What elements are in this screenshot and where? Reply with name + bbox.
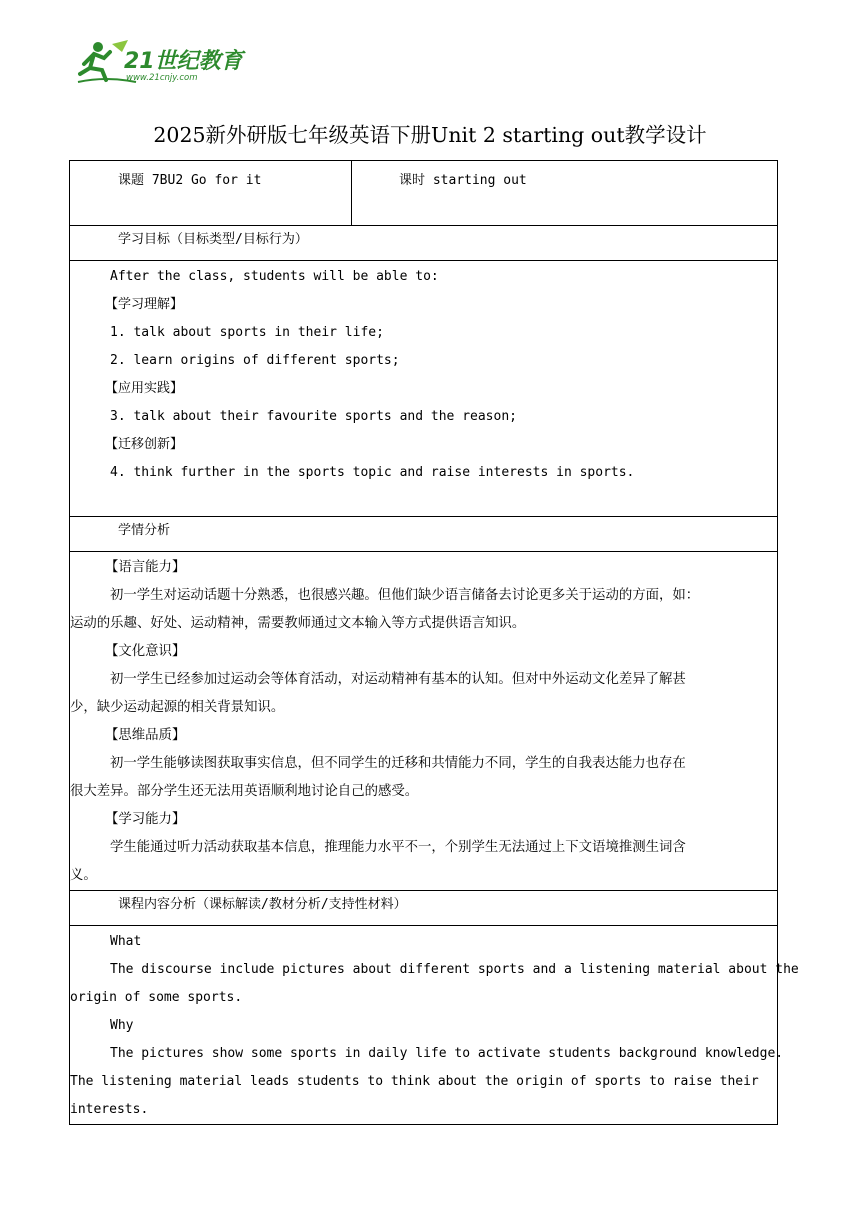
- lesson-plan-table: [69, 160, 799, 1125]
- analysis-section-label: 【学习能力】: [105, 812, 186, 827]
- content-line: origin of some sports.: [70, 990, 243, 1005]
- analysis-line: 初一学生已经参加过运动会等体育活动，对运动精神有基本的认知。但对中外运动文化差异了解甚: [110, 672, 686, 687]
- analysis-section-label: 【语言能力】: [105, 560, 186, 575]
- topic-cell: [70, 161, 352, 226]
- site-logo: [76, 38, 246, 86]
- objectives-body-row: [70, 261, 778, 517]
- analysis-line: 初一学生对运动话题十分熟悉，也很感兴趣。但他们缺少语言储备去讨论更多关于运动的方面，如：: [110, 588, 700, 603]
- period-label: 课时: [399, 173, 426, 188]
- objective-item: 1. talk about sports in their life;: [110, 325, 384, 340]
- objectives-header-row: [70, 226, 778, 261]
- content-line: The discourse include pictures about different sports and a listening material about the: [110, 962, 799, 977]
- analysis-line: 初一学生能够读图获取事实信息，但不同学生的迁移和共情能力不同，学生的自我表达能力也存在: [110, 756, 686, 771]
- what-label: What: [110, 934, 142, 949]
- objective-item: 3. talk about their favourite sports and the reason;: [110, 409, 517, 424]
- objective-item: 2. learn origins of different sports;: [110, 353, 400, 368]
- topic-label: 课题: [118, 173, 145, 188]
- content-line: The listening material leads students to think about the origin of sports to raise their: [70, 1074, 759, 1089]
- objective-group-label: 【迁移创新】: [105, 437, 184, 452]
- logo-site: www.21cnjy.com: [126, 73, 198, 83]
- why-label: Why: [110, 1018, 134, 1033]
- course-info-row: [70, 161, 778, 226]
- page-title: 2025新外研版七年级英语下册Unit 2 starting out教学设计: [153, 123, 707, 147]
- analysis-body: [70, 552, 778, 891]
- topic-value: 7BU2 Go for it: [151, 173, 262, 188]
- objective-item: 4. think further in the sports topic and raise interests in sports.: [110, 465, 635, 480]
- objectives-intro: After the class, students will be able to:: [110, 269, 439, 284]
- analysis-line: 义。: [70, 868, 97, 883]
- period-cell: [352, 161, 778, 226]
- content-line: The pictures show some sports in daily life to activate students background knowledge.: [110, 1046, 784, 1061]
- content-heading: 课程内容分析（课标解读/教材分析/支持性材料）: [70, 891, 778, 926]
- analysis-body-row: [70, 552, 778, 891]
- analysis-line: 很大差异。部分学生还无法用英语顺利地讨论自己的感受。: [70, 784, 419, 799]
- analysis-line: 学生能通过听力活动获取基本信息，推理能力水平不一，个别学生无法通过上下文语境推测生词含: [110, 840, 686, 855]
- content-body: [70, 926, 799, 1125]
- runner-icon: [76, 38, 246, 86]
- period-value: starting out: [432, 173, 527, 188]
- content-body-row: [70, 926, 778, 1125]
- analysis-heading: 学情分析: [70, 517, 778, 552]
- objective-group-label: 【应用实践】: [105, 381, 184, 396]
- analysis-header-row: [70, 517, 778, 552]
- content-header-row: [70, 891, 778, 926]
- objectives-heading: 学习目标（目标类型/目标行为）: [70, 226, 778, 261]
- analysis-section-label: 【文化意识】: [105, 644, 186, 659]
- content-line: interests.: [70, 1102, 149, 1117]
- logo-mark: 21世纪教育: [124, 49, 243, 74]
- analysis-section-label: 【思维品质】: [105, 728, 186, 743]
- objective-group-label: 【学习理解】: [105, 297, 184, 312]
- analysis-line: 少，缺少运动起源的相关背景知识。: [70, 700, 285, 715]
- objectives-body: [70, 261, 778, 517]
- analysis-line: 运动的乐趣、好处、运动精神，需要教师通过文本输入等方式提供语言知识。: [70, 616, 526, 631]
